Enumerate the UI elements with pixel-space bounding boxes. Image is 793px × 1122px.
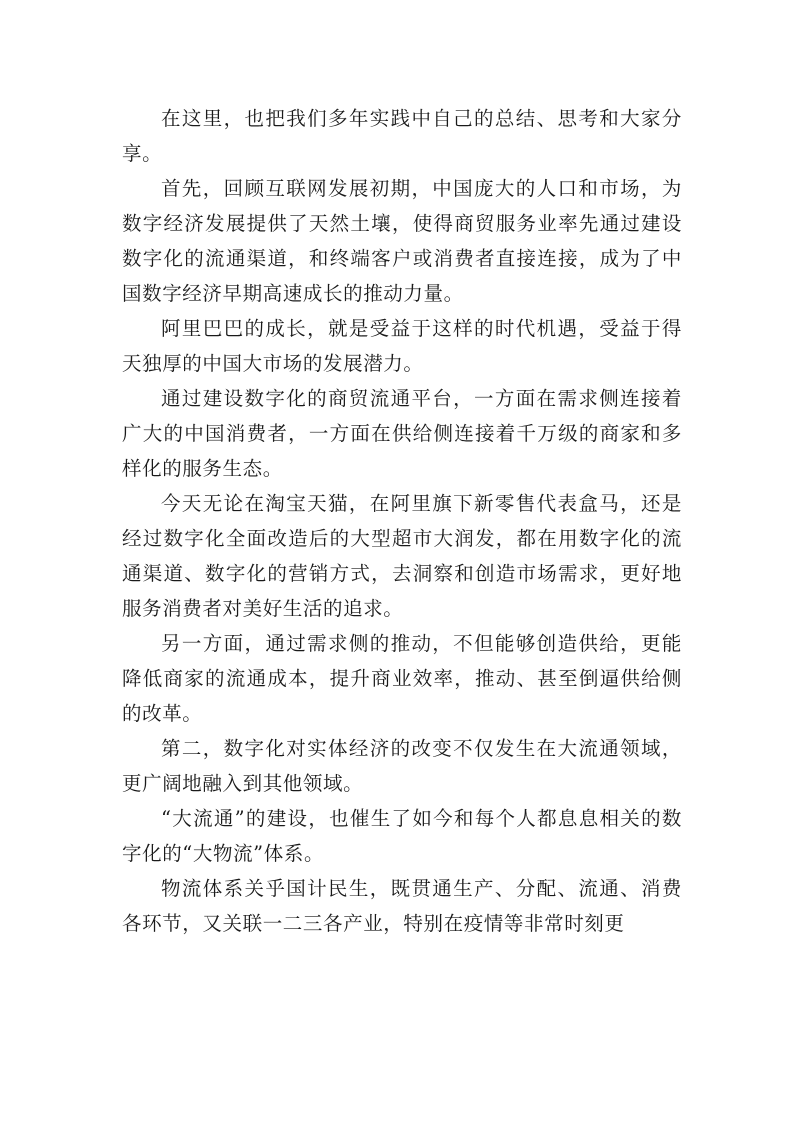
paragraph-2: 首先，回顾互联网发展初期，中国庞大的人口和市场，为数字经济发展提供了天然土壤，使得商贸服务业率先通过建设数字化的流通渠道，和终端客户或消费者直接连接，成为了中国数字经济早期高速成长的推动力量。 [122,177,682,305]
paragraph-6: 另一方面，通过需求侧的推动，不但能够创造供给，更能降低商家的流通成本，提升商业效率，推动、甚至倒逼供给侧的改革。 [122,632,682,725]
paragraph-4: 通过建设数字化的商贸流通平台，一方面在需求侧连接着广大的中国消费者，一方面在供给侧连接着千万级的商家和多样化的服务生态。 [122,387,682,480]
paragraph-7: 第二，数字化对实体经济的改变不仅发生在大流通领域，更广阔地融入到其他领域。 [122,737,682,795]
paragraph-3: 阿里巴巴的成长，就是受益于这样的时代机遇，受益于得天独厚的中国大市场的发展潜力。 [122,317,682,375]
document-body [122,101,682,941]
paragraph-1: 在这里，也把我们多年实践中自己的总结、思考和大家分享。 [122,107,682,165]
paragraph-5: 今天无论在淘宝天猫，在阿里旗下新零售代表盒马，还是经过数字化全面改造后的大型超市大润发，都在用数字化的流通渠道、数字化的营销方式，去洞察和创造市场需求，更好地服务消费者对美好生活的追求。 [122,492,682,620]
paragraph-8: “大流通”的建设，也催生了如今和每个人都息息相关的数字化的“大物流”体系。 [122,807,682,865]
paragraph-9: 物流体系关乎国计民生，既贯通生产、分配、流通、消费各环节，又关联一二三各产业，特别在疫情等非常时刻更 [122,877,682,935]
